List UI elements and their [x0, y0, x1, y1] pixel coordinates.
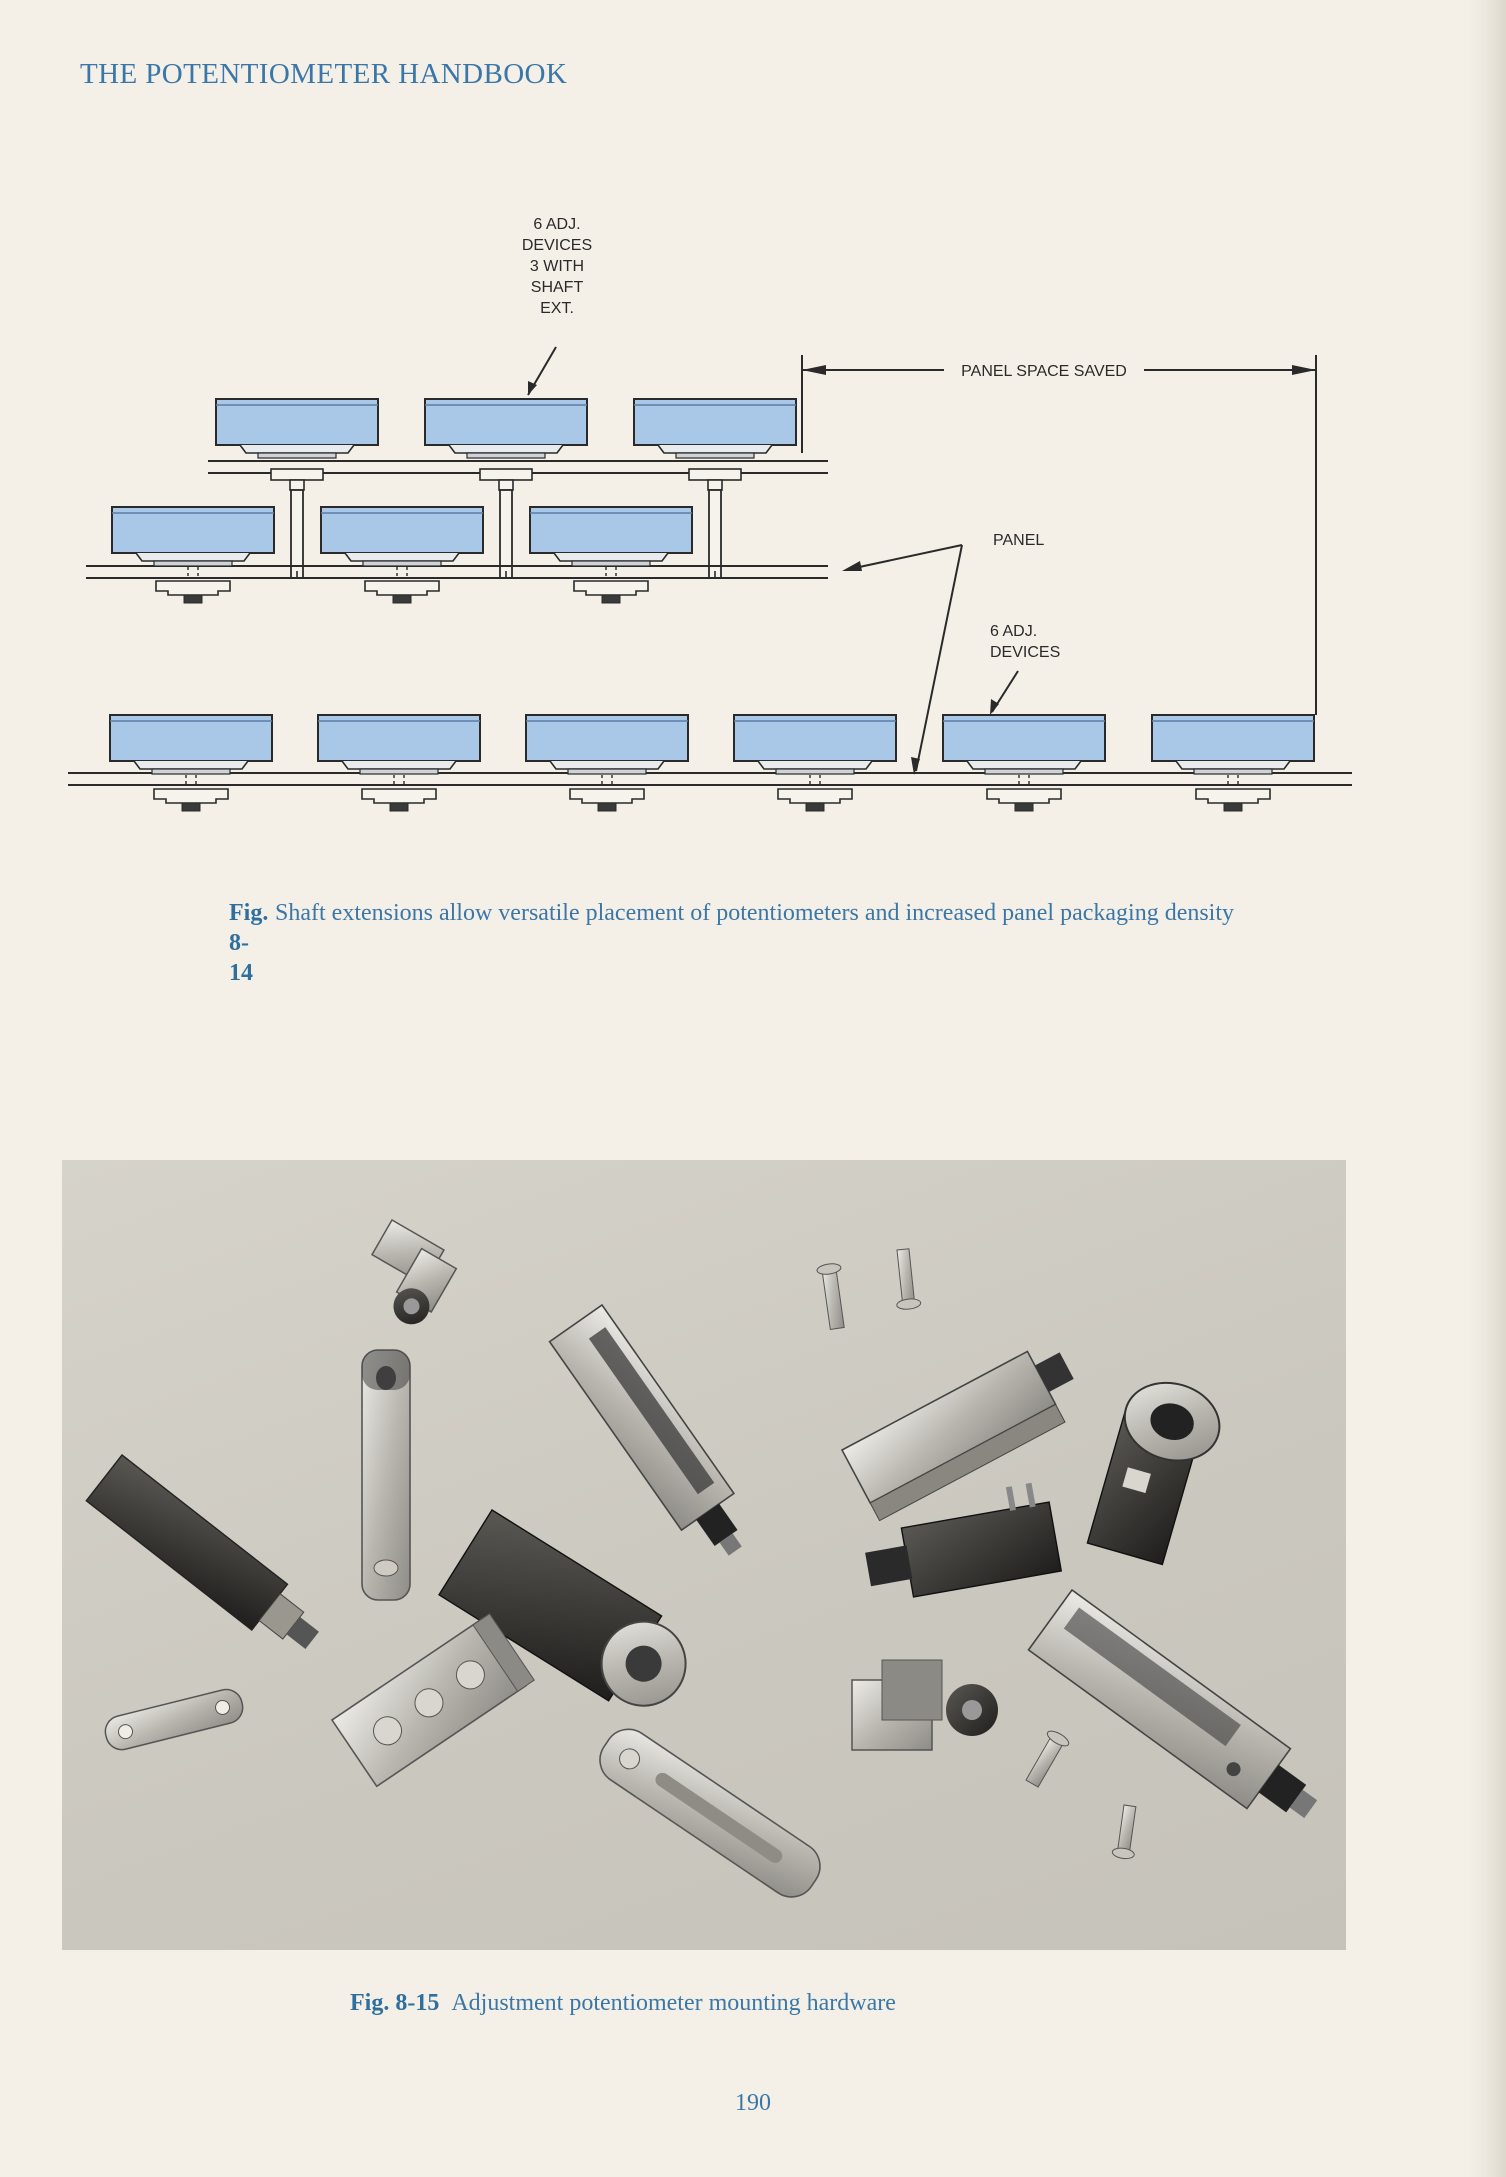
fig-8-14-caption — [229, 898, 1289, 988]
bottom-devices-label — [990, 623, 1060, 661]
running-head: THE POTENTIOMETER HANDBOOK — [80, 58, 568, 90]
fig-8-15-caption-number: Fig. 8-15 — [350, 1990, 440, 2016]
fig-8-15-caption-text: Adjustment potentiometer mounting hardware — [451, 1990, 896, 2016]
top-devices-label-line-1: 6 ADJ. — [533, 216, 581, 233]
fig-8-14-diagram — [0, 215, 1506, 855]
top-devices-label-line-2: DEVICES — [521, 237, 593, 254]
top-devices-label — [522, 216, 592, 317]
fig-8-15-photograph — [62, 1160, 1346, 1950]
panel-space-saved-label: PANEL SPACE SAVED — [961, 363, 1127, 380]
mounting-hardware-illustration — [62, 1160, 1346, 1950]
fig-8-15-caption — [350, 1988, 896, 2018]
page-number: 190 — [735, 2090, 771, 2116]
top-devices-label-line-3: 3 WITH — [529, 258, 585, 275]
bottom-devices-label-line-1: 6 ADJ. — [990, 623, 1038, 640]
fig-8-14-caption-text: Shaft extensions allow versatile placement of potentiometers and increased panel packaging density — [275, 900, 1235, 926]
top-devices-label-line-5: EXT. — [540, 300, 574, 317]
top-devices-label-line-4: SHAFT — [530, 279, 584, 296]
fig-8-14-caption-number: Fig. 8-14 — [229, 900, 269, 986]
panel-label: PANEL — [993, 532, 1045, 549]
bottom-devices-label-line-2: DEVICES — [990, 644, 1061, 661]
